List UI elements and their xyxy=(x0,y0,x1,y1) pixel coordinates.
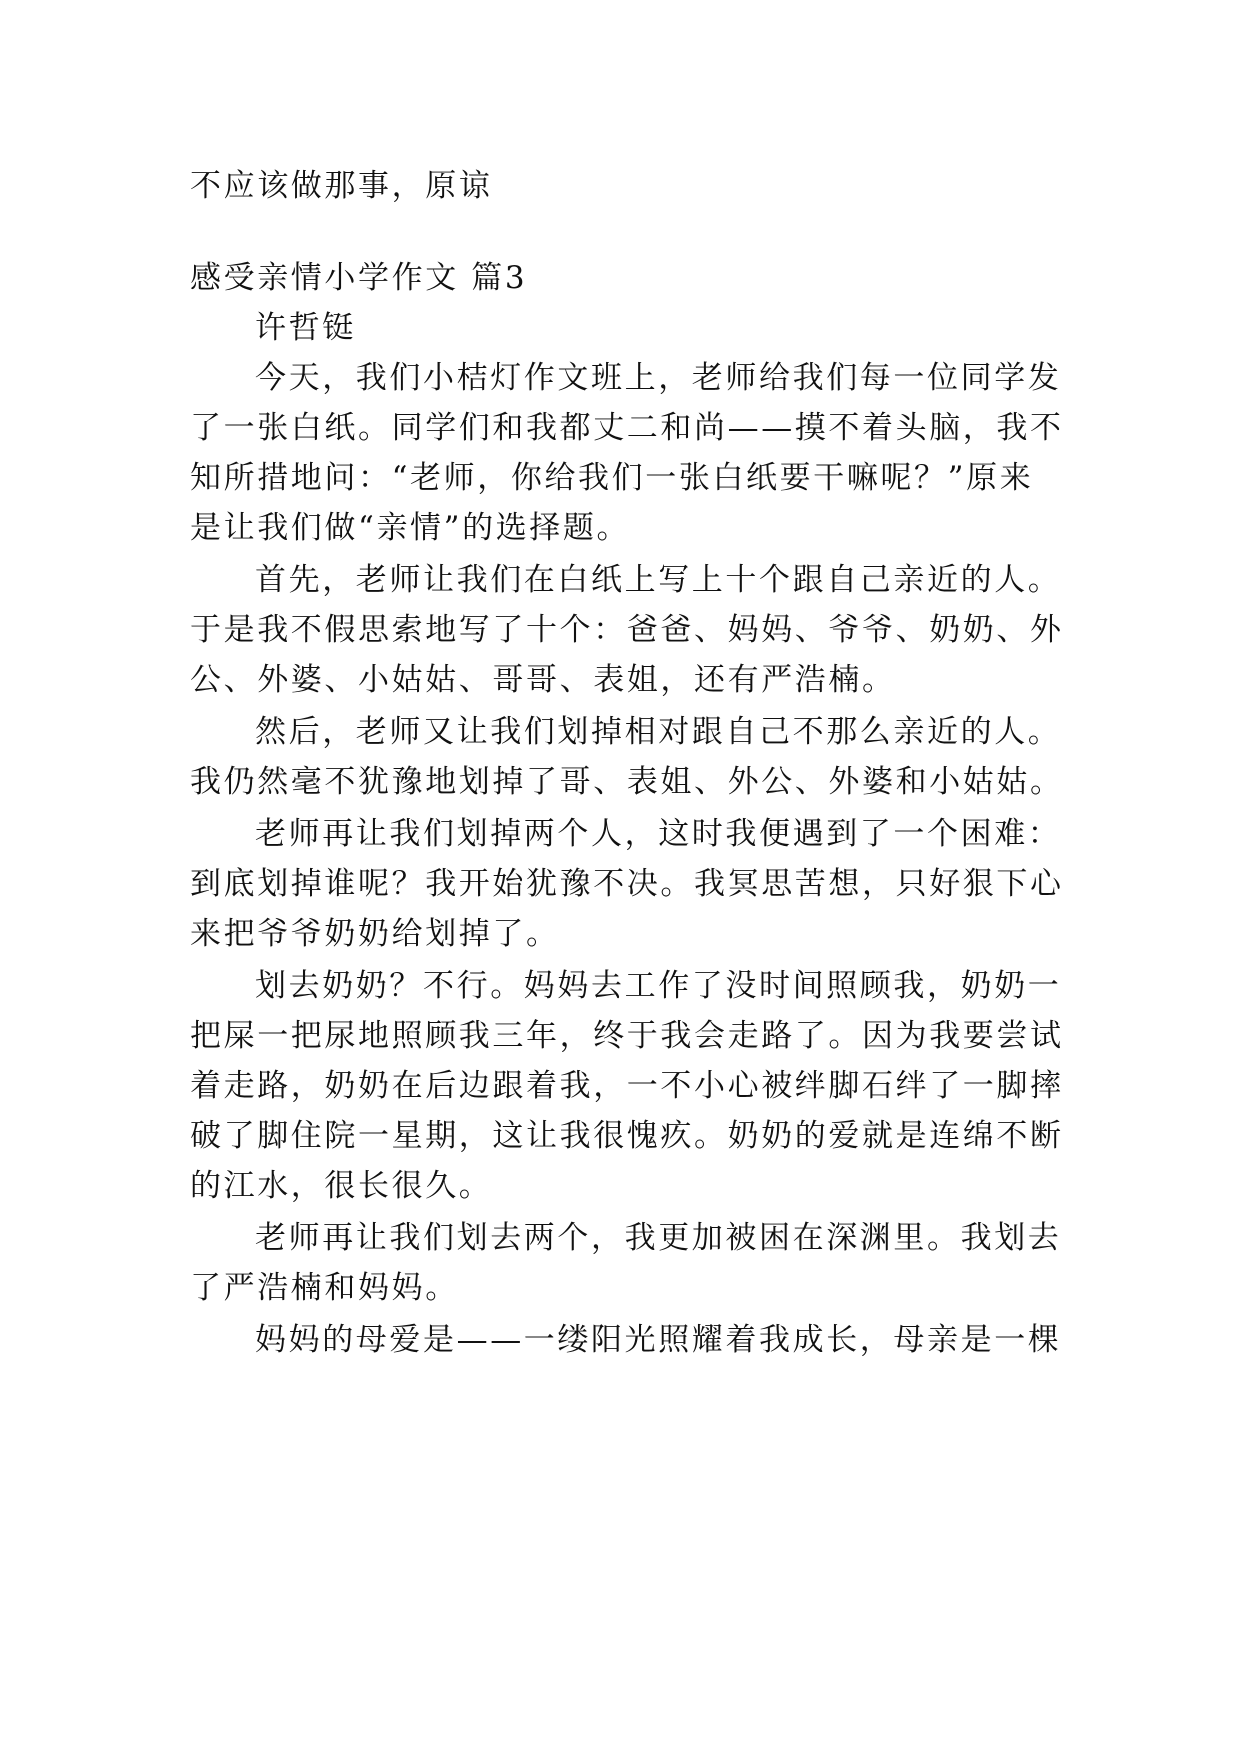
fragment-line: 不应该做那事，原谅 xyxy=(190,168,493,204)
paragraph-line: 老师再让我们划掉两个人，这时我便遇到了一个困难： xyxy=(255,816,1062,852)
paragraph-line: 划去奶奶？不行。妈妈去工作了没时间照顾我，奶奶一 xyxy=(255,968,1062,1004)
paragraph-line: 公、外婆、小姑姑、哥哥、表姐，还有严浩楠。 xyxy=(190,662,896,698)
paragraph-line: 来把爷爷奶奶给划掉了。 xyxy=(190,916,560,952)
paragraph-line: 了严浩楠和妈妈。 xyxy=(190,1270,459,1306)
paragraph-line: 了一张白纸。同学们和我都丈二和尚——摸不着头脑，我不 xyxy=(190,410,1064,446)
paragraph-line: 妈妈的母爱是——一缕阳光照耀着我成长，母亲是一棵 xyxy=(255,1322,1062,1358)
paragraph-line: 是让我们做“亲情”的选择题。 xyxy=(190,510,631,546)
paragraph-line: 我仍然毫不犹豫地划掉了哥、表姐、外公、外婆和小姑姑。 xyxy=(190,764,1064,800)
paragraph-line: 到底划掉谁呢？我开始犹豫不决。我冥思苦想，只好狠下心 xyxy=(190,866,1064,902)
paragraph-line: 然后，老师又让我们划掉相对跟自己不那么亲近的人。 xyxy=(255,714,1062,750)
paragraph-line: 知所措地问：“老师，你给我们一张白纸要干嘛呢？”原来 xyxy=(190,460,1034,496)
paragraph-line: 把屎一把尿地照顾我三年，终于我会走路了。因为我要尝试 xyxy=(190,1018,1064,1054)
paragraph-line: 的江水，很长很久。 xyxy=(190,1168,493,1204)
paragraph-line: 老师再让我们划去两个，我更加被困在深渊里。我划去 xyxy=(255,1220,1062,1256)
paragraph-line: 今天，我们小桔灯作文班上，老师给我们每一位同学发 xyxy=(255,360,1062,396)
section-title: 感受亲情小学作文 篇3 xyxy=(190,260,528,296)
paragraph-line: 于是我不假思索地写了十个：爸爸、妈妈、爷爷、奶奶、外 xyxy=(190,612,1064,648)
paragraph-line: 破了脚住院一星期，这让我很愧疚。奶奶的爱就是连绵不断 xyxy=(190,1118,1064,1154)
author-name: 许哲铤 xyxy=(255,310,356,346)
paragraph-line: 首先，老师让我们在白纸上写上十个跟自己亲近的人。 xyxy=(255,562,1062,598)
paragraph-line: 着走路，奶奶在后边跟着我，一不小心被绊脚石绊了一脚摔 xyxy=(190,1068,1064,1104)
